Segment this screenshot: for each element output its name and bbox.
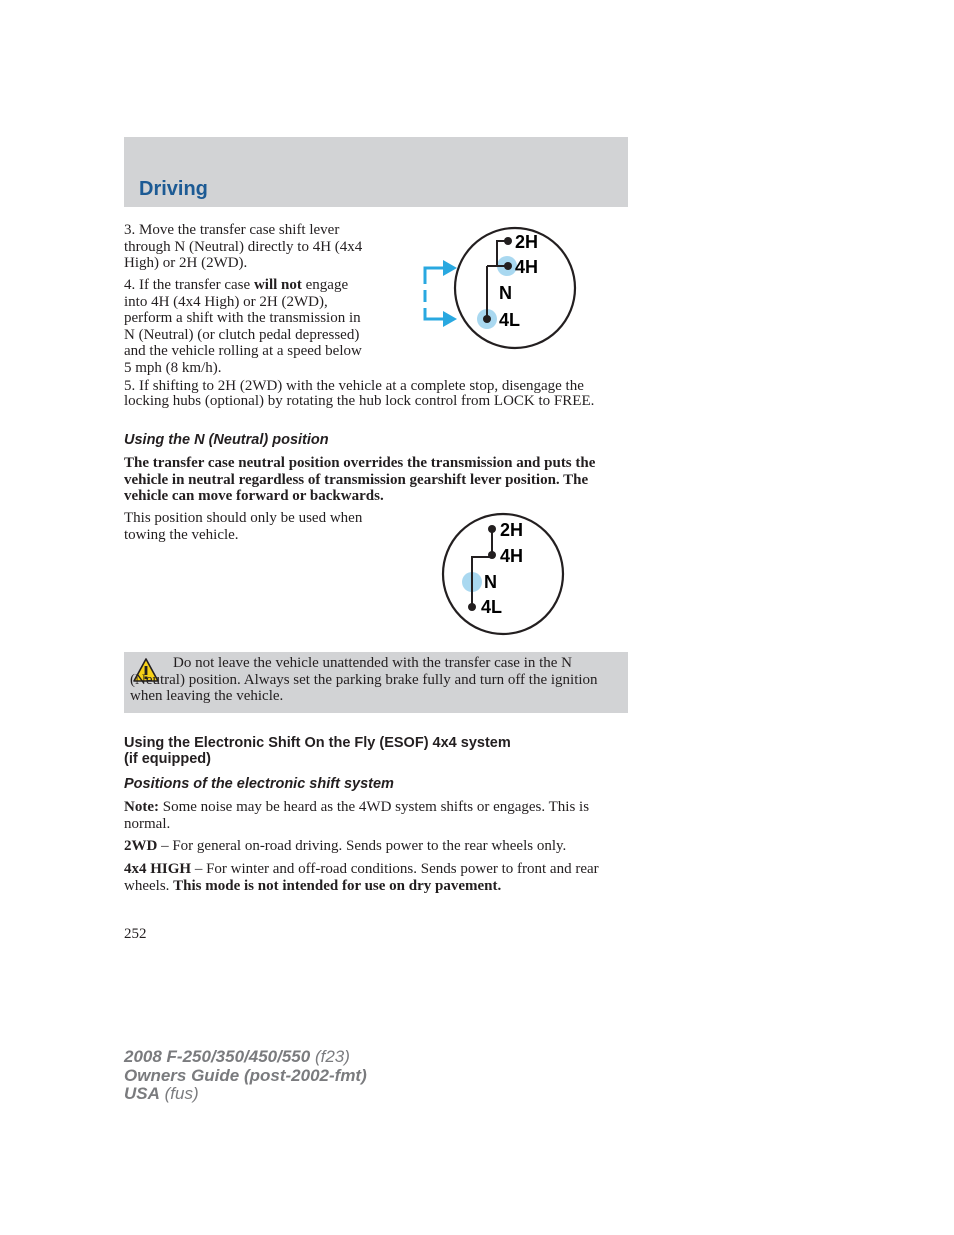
label-2h: 2H — [500, 520, 524, 540]
warning-box — [124, 652, 628, 713]
note-label: Note: — [124, 799, 159, 815]
esof-heading: Using the Electronic Shift On the Fly (ESOF) 4x4 system (if equipped) — [124, 735, 511, 767]
warning-text: Do not leave the vehicle unattended with the transfer case in the N (Neutral) position. Always set the parking brake fully and turn off the ignition when leaving the vehicle. — [130, 655, 598, 704]
page-number: 252 — [124, 926, 147, 942]
dot-2h — [504, 237, 512, 245]
dot-4l — [483, 315, 491, 323]
high-paragraph: 4x4 HIGH – For winter and off-road conditions. Sends power to front and rear wheels. This mode is not intended for use on dry pavement. — [124, 861, 599, 894]
shift-diagram-1 — [415, 224, 585, 350]
step-3-text: 3. Move the transfer case shift lever through N (Neutral) directly to 4H (4x4 High) or 2H (2WD). — [124, 222, 363, 271]
dot-4h — [488, 551, 496, 559]
label-n: N — [499, 283, 512, 303]
label-n: N — [484, 572, 497, 592]
section-title: Driving — [139, 178, 208, 200]
shift-diagram-2 — [440, 512, 568, 638]
dot-4l — [468, 603, 476, 611]
label-4l: 4L — [499, 310, 521, 330]
twowd-paragraph: 2WD – For general on-road driving. Sends power to the rear wheels only. — [124, 838, 567, 854]
label-4l: 4L — [481, 597, 503, 617]
label-2h: 2H — [515, 232, 539, 252]
step-4-post: engage into 4H (4x4 High) or 2H (2WD), perform a shift with the transmission in N (Neutral) (or clutch pedal depressed) and the vehicle rolling at a speed below 5 mph (8 km/h). — [124, 277, 362, 376]
section-header — [124, 137, 628, 207]
label-4h: 4H — [500, 546, 524, 566]
label-4h: 4H — [515, 257, 539, 277]
esof-subheading: Positions of the electronic shift system — [124, 776, 394, 792]
step-4-pre: 4. If the transfer case — [124, 277, 254, 293]
arrow-to-4l-icon — [443, 311, 457, 327]
high-label: 4x4 HIGH — [124, 861, 192, 877]
dot-2h — [488, 525, 496, 533]
step-4-bold: will not — [253, 277, 302, 293]
step-5-text: 5. If shifting to 2H (2WD) with the vehicle at a complete stop, disengage the locking hubs (optional) by rotating the hub lock control from LOCK to FREE. — [124, 378, 595, 409]
neutral-bold-paragraph: The transfer case neutral position overrides the transmission and puts the vehicle in neutral regardless of transmission gearshift lever position. The vehicle can move forward or backwards. — [124, 455, 596, 504]
neutral-paragraph: This position should only be used when towing the vehicle. — [124, 510, 363, 543]
arrow-to-4h-icon — [443, 260, 457, 276]
shift-arrows — [425, 268, 445, 319]
twowd-label: 2WD — [124, 838, 158, 854]
dot-4h — [504, 262, 512, 270]
document-footer: 2008 F-250/350/450/550 (f23) Owners Guide (post-2002-fmt) USA (fus) — [124, 1047, 367, 1103]
neutral-heading: Using the N (Neutral) position — [124, 432, 329, 448]
note-paragraph: Note: Some noise may be heard as the 4WD system shifts or engages. This is normal. — [124, 799, 590, 832]
